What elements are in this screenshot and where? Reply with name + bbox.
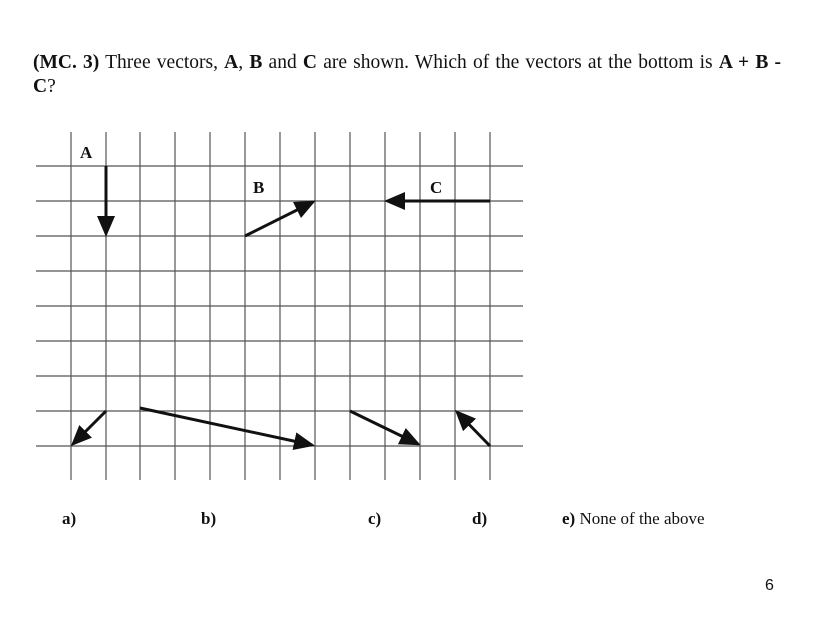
vector-b-name: B	[249, 52, 263, 73]
option-c-letter: c)	[368, 509, 382, 528]
option-a-arrow	[73, 411, 106, 444]
option-b-letter: b)	[201, 509, 217, 528]
option-e-letter: e)	[562, 509, 576, 528]
option-e-text: None of the above	[575, 509, 705, 528]
option-a[interactable]	[62, 509, 76, 529]
vector-a-name: A	[224, 52, 239, 73]
option-b-arrow	[140, 408, 312, 445]
option-d-arrow	[457, 412, 490, 446]
vector-b-arrow	[245, 202, 313, 236]
option-b[interactable]	[201, 509, 216, 529]
question-expression: A + B - C	[33, 52, 782, 97]
vector-c-label: C	[430, 178, 443, 197]
page-number: 6	[765, 577, 774, 594]
question-text-3: and	[262, 52, 303, 73]
question-text-2: ,	[238, 52, 250, 73]
question-text-5: ?	[47, 76, 56, 97]
question-text-4: are shown. Which of the vectors at the bottom is	[317, 52, 719, 73]
option-d-letter: d)	[472, 509, 488, 528]
option-d[interactable]	[472, 509, 487, 529]
option-c-arrow	[350, 411, 418, 444]
grid-lines	[36, 132, 523, 480]
vector-c-name: C	[302, 52, 317, 73]
question-label: (MC. 3)	[33, 52, 100, 73]
option-e[interactable]	[562, 509, 705, 529]
vector-b-label: B	[253, 178, 265, 197]
option-a-letter: a)	[62, 509, 77, 528]
option-c[interactable]	[368, 509, 381, 529]
vector-a-label: A	[80, 143, 93, 162]
question-text-1: Three vectors,	[99, 52, 225, 73]
